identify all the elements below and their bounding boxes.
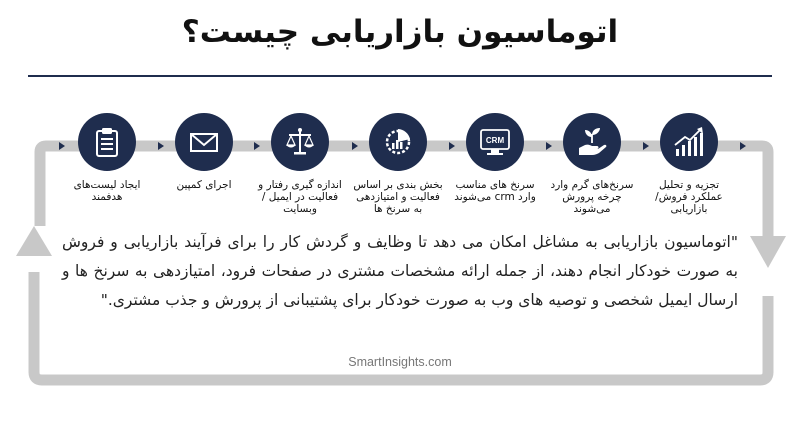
step-circle [78,113,136,171]
step-measure [254,113,346,215]
step-lists [61,113,153,203]
step-nurture [546,113,638,215]
scales-icon [283,125,317,159]
step-label: سرنخ های مناسب وارد crm می‌شوند [454,179,536,203]
step-label: تجزیه و تحلیل عملکرد فروش/ بازاریابی [655,179,723,215]
source-credit: SmartInsights.com [348,355,452,369]
step-label: اندازه گیری رفتار و فعالیت در ایمیل / وبسایت [258,179,342,215]
step-circle [660,113,718,171]
step-circle [563,113,621,171]
step-label: ایجاد لیست‌های هدفمند [73,179,141,203]
loop-arrowhead-down [750,236,786,268]
crm-icon [477,125,513,159]
page-title: اتوماسیون بازاریابی چیست؟ [181,14,619,50]
loop-arrowhead-up [16,226,52,256]
chart-growth-icon [672,125,706,159]
step-label: سرنخ‌های گرم وارد چرخه پرورش می‌شوند [550,179,634,215]
clipboard-icon [90,125,124,159]
step-segmentation [352,113,444,215]
hand-plant-icon [575,125,609,159]
definition-quote: "اتوماسیون بازاریابی به مشاغل امکان می دهد تا وظایف و گردش کار را برای فرآیند بازاریابی و فروش به صورت خودکار انجام دهند، از جمله ارائه مشخصات مشتری در صفحات فرود، امتیازدهی به سرنخ ها و ارسال ایمیل شخصی و توصیه های وب به صورت خودکار برای پشتیبانی از پرورش و جذب مشتری." [62,233,738,309]
step-circle [175,113,233,171]
pie-chart-icon [381,125,415,159]
envelope-icon [186,125,222,159]
step-crm [449,113,541,203]
step-label: بخش بندی بر اساس فعالیت و امتیازدهی به سرنخ ها [353,179,443,215]
step-circle [369,113,427,171]
step-analysis [643,113,735,215]
step-connector [740,142,746,150]
step-circle [466,113,524,171]
crm-icon-text: CRM [485,136,505,145]
step-label: اجرای کمپین [176,179,232,191]
step-circle [271,113,329,171]
step-campaign [158,113,250,191]
